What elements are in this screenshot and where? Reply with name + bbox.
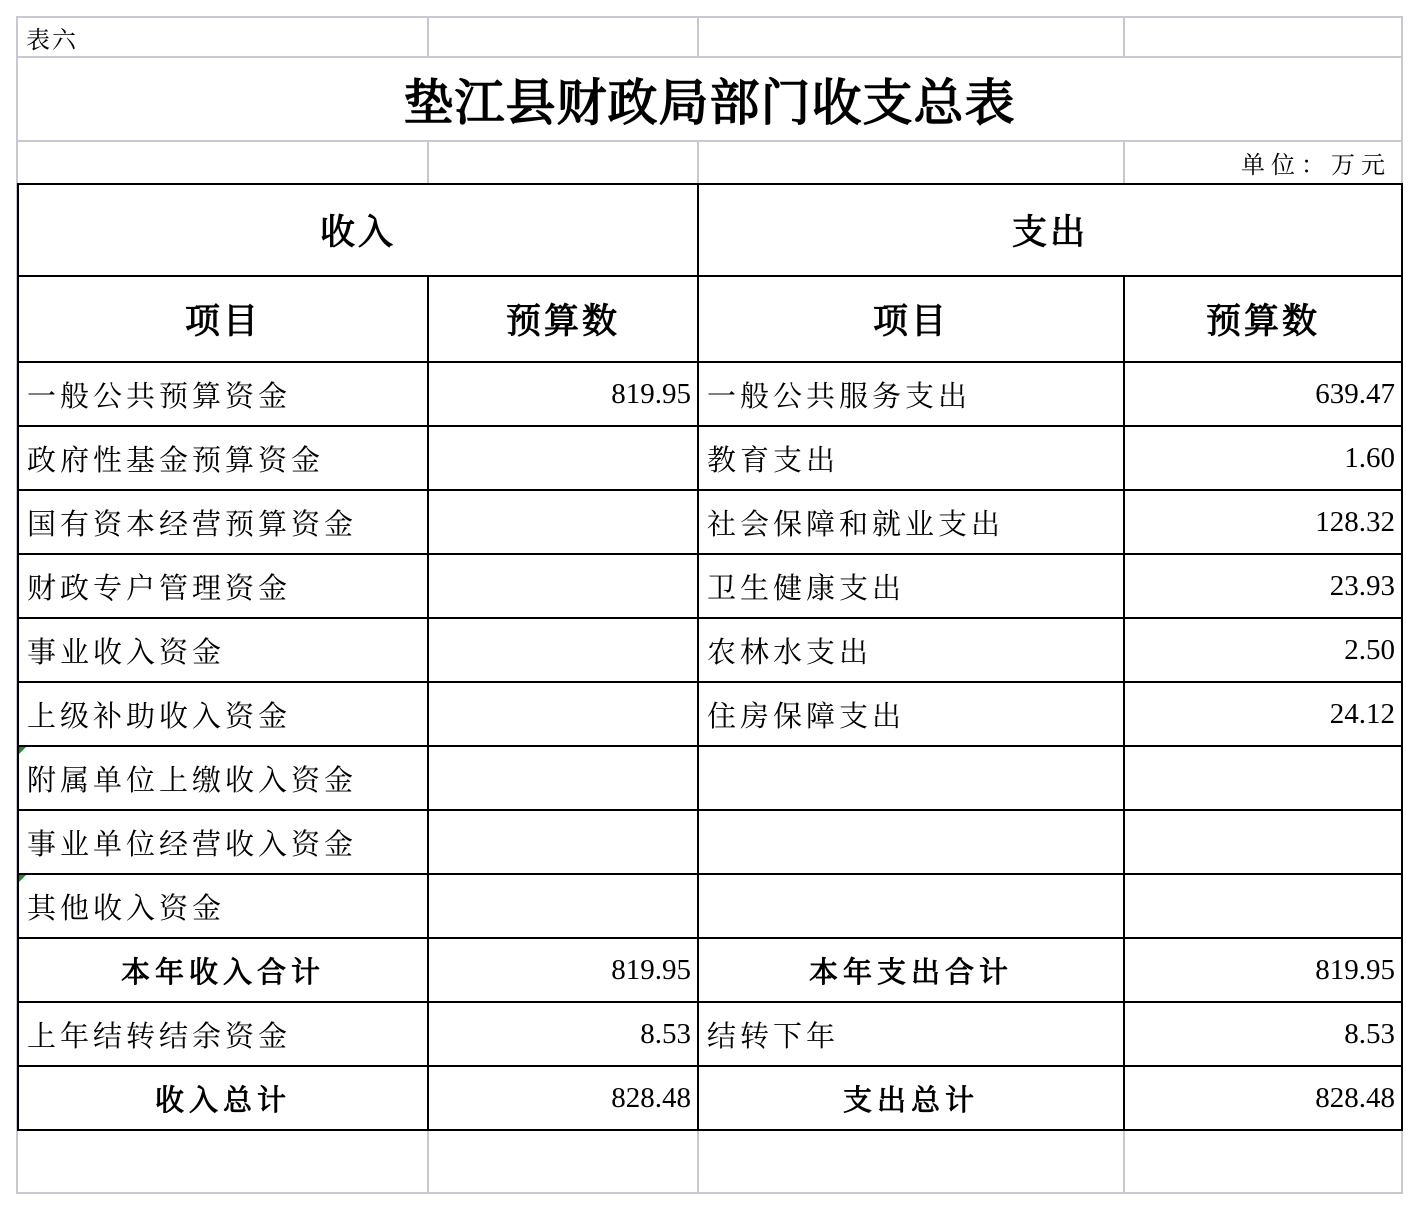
expense-item-value: 23.93 — [1329, 569, 1395, 602]
expense-item-value: 24.12 — [1329, 697, 1395, 730]
table-border — [17, 1129, 1403, 1131]
income-section-header: 收入 — [319, 213, 396, 253]
expense-item-label: 社会保障和就业支出 — [707, 506, 1005, 541]
income-grand-total-label: 收入总计 — [154, 1082, 291, 1117]
income-item-label: 事业单位经营收入资金 — [27, 826, 358, 861]
expense-item-label: 教育支出 — [707, 442, 840, 477]
income-carryover-value: 8.53 — [640, 1017, 691, 1050]
expense-year-total-value: 819.95 — [1315, 953, 1395, 986]
sheet-label: 表六 — [26, 25, 78, 54]
expense-carryover-value: 8.53 — [1344, 1017, 1395, 1050]
income-item-label: 事业收入资金 — [27, 634, 226, 669]
income-item-label: 国有资本经营预算资金 — [27, 506, 358, 541]
income-item-column-header: 项目 — [184, 302, 261, 342]
gridline — [427, 16, 429, 58]
expense-year-total-label: 本年支出合计 — [808, 954, 1013, 989]
income-year-total-value: 819.95 — [611, 953, 691, 986]
gridline — [16, 1192, 1403, 1194]
expense-carryover-label: 结转下年 — [707, 1018, 840, 1053]
income-item-value — [429, 619, 697, 681]
expense-grand-total-value: 828.48 — [1315, 1081, 1395, 1114]
income-carryover-label: 上年结转结余资金 — [27, 1018, 292, 1053]
unit-label: 单位：万元 — [1241, 151, 1391, 179]
expense-item-value — [1125, 747, 1401, 809]
income-item-label: 其他收入资金 — [27, 890, 226, 925]
income-grand-total-value: 828.48 — [611, 1081, 691, 1114]
income-item-value — [429, 875, 697, 937]
gridline — [427, 140, 429, 184]
expense-item-label — [699, 811, 1123, 873]
page-title: 垫江县财政局部门收支总表 — [403, 73, 1016, 132]
table-border — [1401, 183, 1403, 1131]
expense-item-value: 128.32 — [1315, 505, 1395, 538]
expense-grand-total-label: 支出总计 — [842, 1082, 979, 1117]
income-item-value — [429, 811, 697, 873]
expense-item-value: 1.60 — [1344, 441, 1395, 474]
expense-item-label: 卫生健康支出 — [707, 570, 906, 605]
income-item-label: 上级补助收入资金 — [27, 698, 292, 733]
income-item-value — [429, 427, 697, 489]
expense-item-value — [1125, 811, 1401, 873]
expense-item-label: 住房保障支出 — [707, 698, 906, 733]
gridline — [697, 1130, 699, 1194]
expense-item-label — [699, 747, 1123, 809]
income-item-value — [429, 555, 697, 617]
expense-item-label: 农林水支出 — [707, 634, 873, 669]
income-year-total-label: 本年收入合计 — [120, 954, 325, 989]
gridline — [1123, 1130, 1125, 1194]
expense-item-value — [1125, 875, 1401, 937]
income-item-label: 财政专户管理资金 — [27, 570, 292, 605]
expense-item-label: 一般公共服务支出 — [707, 378, 972, 413]
expense-item-value: 639.47 — [1315, 377, 1395, 410]
income-item-label: 政府性基金预算资金 — [27, 442, 325, 477]
gridline — [697, 140, 699, 184]
expense-budget-column-header: 预算数 — [1205, 302, 1320, 342]
expense-item-value: 2.50 — [1344, 633, 1395, 666]
income-budget-column-header: 预算数 — [505, 302, 620, 342]
income-item-value — [429, 747, 697, 809]
income-item-label: 一般公共预算资金 — [27, 378, 292, 413]
expense-item-label — [699, 875, 1123, 937]
gridline — [1123, 16, 1125, 58]
expense-item-column-header: 项目 — [872, 302, 949, 342]
gridline — [427, 1130, 429, 1194]
income-item-value: 819.95 — [611, 377, 691, 410]
income-item-label: 附属单位上缴收入资金 — [27, 762, 358, 797]
expense-section-header: 支出 — [1011, 213, 1088, 253]
gridline — [697, 16, 699, 58]
income-item-value — [429, 683, 697, 745]
income-item-value — [429, 491, 697, 553]
